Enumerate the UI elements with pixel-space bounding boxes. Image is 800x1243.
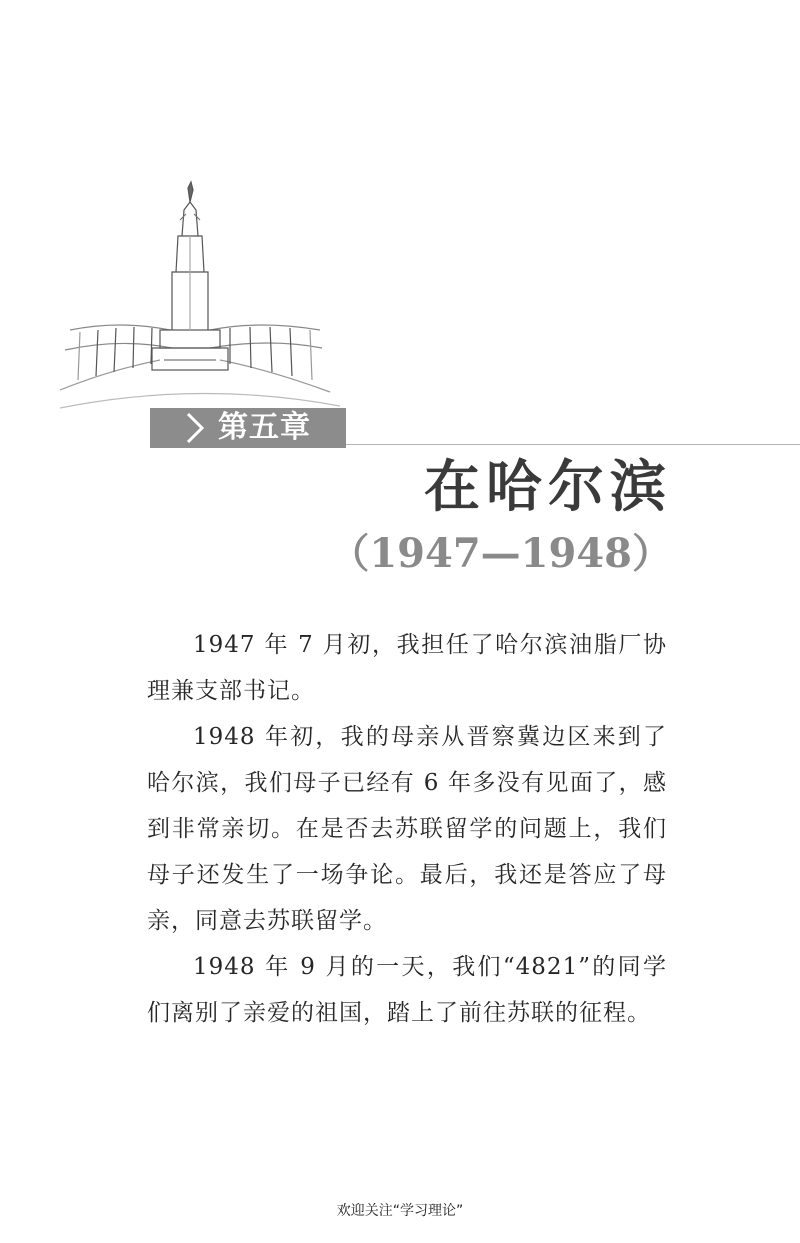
chapter-years: （1947—1948） <box>329 530 672 577</box>
chapter-divider <box>346 444 800 445</box>
paragraph: 1947 年 7 月初，我担任了哈尔滨油脂厂协理兼支部书记。 <box>147 632 667 704</box>
monument-illustration <box>60 180 340 420</box>
body-text <box>147 622 667 1036</box>
paragraph: 1948 年初，我的母亲从晋察冀边区来到了哈尔滨，我们母子已经有 6 年多没有见面了，感到非常亲切。在是否去苏联留学的问题上，我们母子还发生了一场争论。最后，我还是答应了母亲，同意去苏联留学。 <box>147 724 667 934</box>
chapter-number: 第五章 <box>218 410 311 445</box>
chapter-title: 在哈尔滨 <box>424 454 672 520</box>
footer-note: 欢迎关注“学习理论” <box>336 1203 464 1219</box>
paragraph: 1948 年 9 月的一天，我们“4821”的同学们离别了亲爱的祖国，踏上了前往苏联的征程。 <box>147 954 667 1026</box>
chevron-right-icon <box>180 412 212 444</box>
chapter-band <box>150 408 346 448</box>
